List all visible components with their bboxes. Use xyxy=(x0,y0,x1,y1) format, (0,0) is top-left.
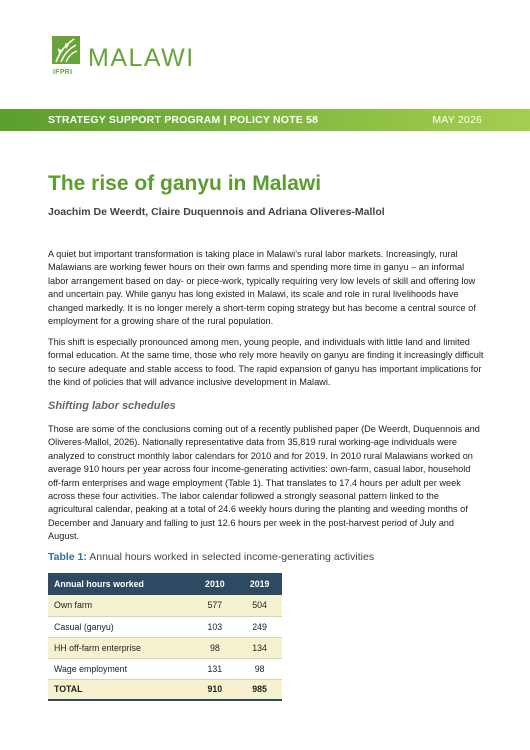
ifpri-leaf-logo-icon xyxy=(52,36,80,70)
program-label: STRATEGY SUPPORT PROGRAM | POLICY NOTE 58 xyxy=(48,114,319,126)
table-row xyxy=(48,616,282,637)
program-banner xyxy=(0,109,530,131)
row-value-2019: 98 xyxy=(237,658,282,679)
row-label: Casual (ganyu) xyxy=(48,616,192,637)
total-label: TOTAL xyxy=(48,679,192,700)
ifpri-label: IFPRI xyxy=(53,69,73,76)
row-value-2010: 103 xyxy=(192,616,237,637)
authors-line: Joachim De Weerdt, Claire Duquennois and Adriana Oliveres-Mallol xyxy=(48,206,385,218)
table-caption xyxy=(48,551,374,563)
section-heading: Shifting labor schedules xyxy=(48,400,176,412)
total-value-2010: 910 xyxy=(192,679,237,700)
row-value-2019: 134 xyxy=(237,637,282,658)
header-activity: Annual hours worked xyxy=(48,573,192,595)
intro-paragraph: A quiet but important transformation is taking place in Malawi’s rural labor markets. Increasingly, rural Malawians are working fewer hours on their own farms and spending more time in ganyu – an informal labor arrangement based on day- or piece-work, typically requiring very low levels of skill and offering low and uncertain pay. While ganyu has long existed in Malawi, its scale and role in rural livelihoods have changed markedly. It is no longer merely a short-term coping strategy but has become a central source of employment for a growing share of the rural population. xyxy=(48,249,476,327)
row-value-2010: 98 xyxy=(192,637,237,658)
page-title: The rise of ganyu in Malawi xyxy=(48,172,322,195)
row-label: Own farm xyxy=(48,595,192,616)
table-total-row xyxy=(48,679,282,700)
row-label: Wage employment xyxy=(48,658,192,679)
row-value-2019: 504 xyxy=(237,595,282,616)
publication-date: MAY 2026 xyxy=(432,114,482,126)
table-row xyxy=(48,595,282,616)
table-caption-number: Table 1: xyxy=(48,551,87,563)
ifpri-malawi-logo xyxy=(52,36,202,78)
row-value-2019: 249 xyxy=(237,616,282,637)
table-caption-text: Annual hours worked in selected income-generating activities xyxy=(86,551,375,563)
third-paragraph: Those are some of the conclusions coming out of a recently published paper (De Weerdt, Duquennois and Oliveres-Mallol, 2026). Nationally representative data from 35,819 rural working-age individuals were analyzed to construct monthly labor calendars for 2010 and for 2019. In 2010 rural Malawians worked on average 910 hours per year across four income-generating activities: own-farm, casual labor, household off-farm enterprises and wage employment (Table 1). That translates to 17.4 hours per adult per week across these four activities. The labor calendar followed a strongly seasonal pattern linked to the agricultural calendar, peaking at a total of 24.6 weekly hours during the planting and weeding months of December and January and falling to just 12.6 hours per week in the post-harvest period of July and August. xyxy=(48,424,480,542)
second-paragraph: This shift is especially pronounced among men, young people, and individuals with little land and limited formal education. At the same time, those who rely more heavily on ganyu are finding it increasingly difficult to secure adequate and stable access to food. The rapid expansion of ganyu has important implications for the kind of policies that will advance inclusive development in Malawi. xyxy=(48,337,484,388)
header-2019: 2019 xyxy=(237,573,282,595)
header-2010: 2010 xyxy=(192,573,237,595)
annual-hours-table xyxy=(48,573,282,701)
table-row xyxy=(48,658,282,679)
row-value-2010: 577 xyxy=(192,595,237,616)
total-value-2019: 985 xyxy=(237,679,282,700)
table-row xyxy=(48,637,282,658)
row-value-2010: 131 xyxy=(192,658,237,679)
table-header-row xyxy=(48,573,282,595)
malawi-wordmark: MALAWI xyxy=(88,44,195,72)
row-label: HH off-farm enterprise xyxy=(48,637,192,658)
